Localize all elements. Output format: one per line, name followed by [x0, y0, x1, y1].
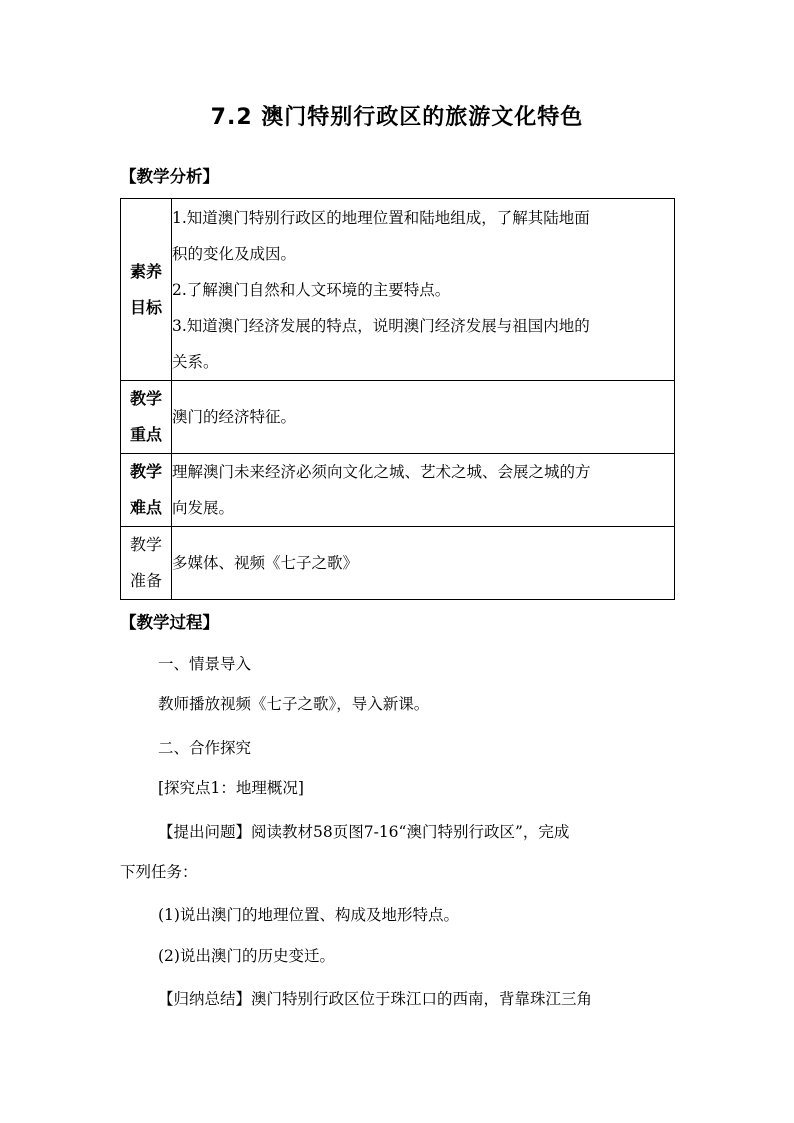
paragraph: 【归纳总结】澳门特别行政区位于珠江口的西南，背靠珠江三角 — [158, 990, 593, 1008]
content-line: 向发展。 — [172, 499, 235, 517]
content-line: 3.知道澳门经济发展的特点，说明澳门经济发展与祖国内地的 — [172, 316, 590, 335]
row-content — [172, 527, 675, 600]
content-line: 理解澳门未来经济必须向文化之城、艺术之城、会展之城的方 — [172, 463, 591, 481]
paragraph: (1)说出澳门的地理位置、构成及地形特点。 — [158, 906, 459, 924]
row-label-line: 素养 — [129, 261, 162, 281]
paragraph: 下列任务： — [120, 863, 198, 881]
table-row-preparation — [121, 527, 675, 600]
paragraph: [探究点1：地理概况] — [158, 779, 304, 797]
row-content — [172, 454, 675, 527]
content-line: 关系。 — [172, 352, 219, 371]
row-content — [172, 199, 675, 381]
content-line: 澳门的经济特征。 — [172, 408, 297, 426]
row-label — [121, 381, 172, 454]
analysis-heading: 【教学分析】 — [120, 167, 219, 186]
row-label-line: 难点 — [129, 498, 162, 517]
row-label-line: 准备 — [129, 571, 162, 590]
row-label-line: 目标 — [129, 297, 162, 317]
process-heading: 【教学过程】 — [120, 613, 219, 632]
table-row-literacy-goals — [121, 199, 675, 381]
table-row-key-points — [121, 381, 675, 454]
paragraph: 一、情景导入 — [158, 655, 252, 673]
paragraph: 【提出问题】阅读教材58页图7-16“澳门特别行政区”，完成 — [158, 823, 570, 841]
content-line: 2.了解澳门自然和人文环境的主要特点。 — [172, 280, 451, 299]
row-content — [172, 381, 675, 454]
row-label — [121, 454, 172, 527]
content-line: 多媒体、视频《七子之歌》 — [172, 554, 359, 572]
table-row-difficulties — [121, 454, 675, 527]
content-line: 1.知道澳门特别行政区的地理位置和陆地组成，了解其陆地面 — [172, 208, 590, 227]
content-line: 积的变化及成因。 — [172, 244, 297, 263]
page-title: 7.2 澳门特别行政区的旅游文化特色 — [210, 105, 584, 130]
paragraph: (2)说出澳门的历史变迁。 — [158, 947, 335, 965]
row-label — [121, 527, 172, 600]
row-label-line: 教学 — [129, 462, 162, 481]
row-label-line: 重点 — [129, 425, 162, 444]
paragraph: 二、合作探究 — [158, 739, 252, 757]
analysis-table — [120, 198, 675, 600]
row-label — [121, 199, 172, 381]
row-label-line: 教学 — [129, 535, 162, 554]
row-label-line: 教学 — [129, 389, 162, 408]
paragraph: 教师播放视频《七子之歌》，导入新课。 — [158, 695, 430, 713]
